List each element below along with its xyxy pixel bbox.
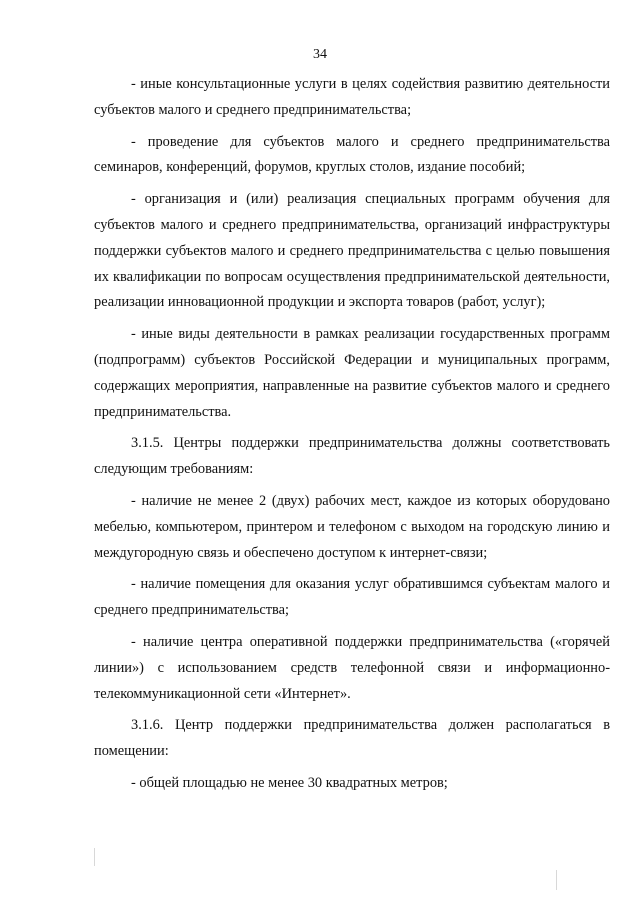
document-body	[94, 72, 610, 797]
paragraph-training-programs: - организация и (или) реализация специальных программ обучения для субъектов малого и среднего предпринимательства, организаций инфраструктуры поддержки субъектов малого и среднего предпринимательства с целью повышения их квалификации по вопросам осуществления предпринимательской деятельности, реализации инновационной продукции и экспорта товаров (работ, услуг);	[94, 191, 610, 311]
paragraph-hotline: - наличие центра оперативной поддержки предпринимательства («горячей линии») с использованием средств телефонной связи и информационно-телекоммуникационной сети «Интернет».	[94, 633, 610, 702]
paragraph-section-3-1-6: 3.1.6. Центр поддержки предпринимательства должен располагаться в помещении:	[94, 717, 610, 760]
page-number: 34	[313, 47, 327, 62]
paragraph-other-activities: - иные виды деятельности в рамках реализации государственных программ (подпрограмм) субъектов Российской Федерации и муниципальных программ, содержащих мероприятия, направленные на развитие субъектов малого и среднего предпринимательства.	[94, 326, 610, 420]
paragraph-area: - общей площадью не менее 30 квадратных метров;	[131, 774, 448, 791]
paragraph-consulting-services: - иные консультационные услуги в целях содействия развитию деятельности субъектов малого и среднего предпринимательства;	[94, 76, 610, 118]
paragraph-seminars: - проведение для субъектов малого и среднего предпринимательства семинаров, конференций, форумов, круглых столов, издание пособий;	[94, 133, 610, 176]
scan-artifact-right	[556, 870, 557, 890]
paragraph-premises: - наличие помещения для оказания услуг обратившимся субъектам малого и среднего предпринимательства;	[94, 576, 610, 619]
paragraph-workplaces: - наличие не менее 2 (двух) рабочих мест, каждое из которых оборудовано мебелью, компьютером, принтером и телефоном с выходом на городскую линию и междугородную связь и обеспечено доступом к интернет-связи;	[94, 492, 610, 561]
paragraph-section-3-1-5: 3.1.5. Центры поддержки предпринимательства должны соответствовать следующим требованиям:	[94, 435, 610, 478]
scan-artifact-left	[94, 848, 95, 866]
